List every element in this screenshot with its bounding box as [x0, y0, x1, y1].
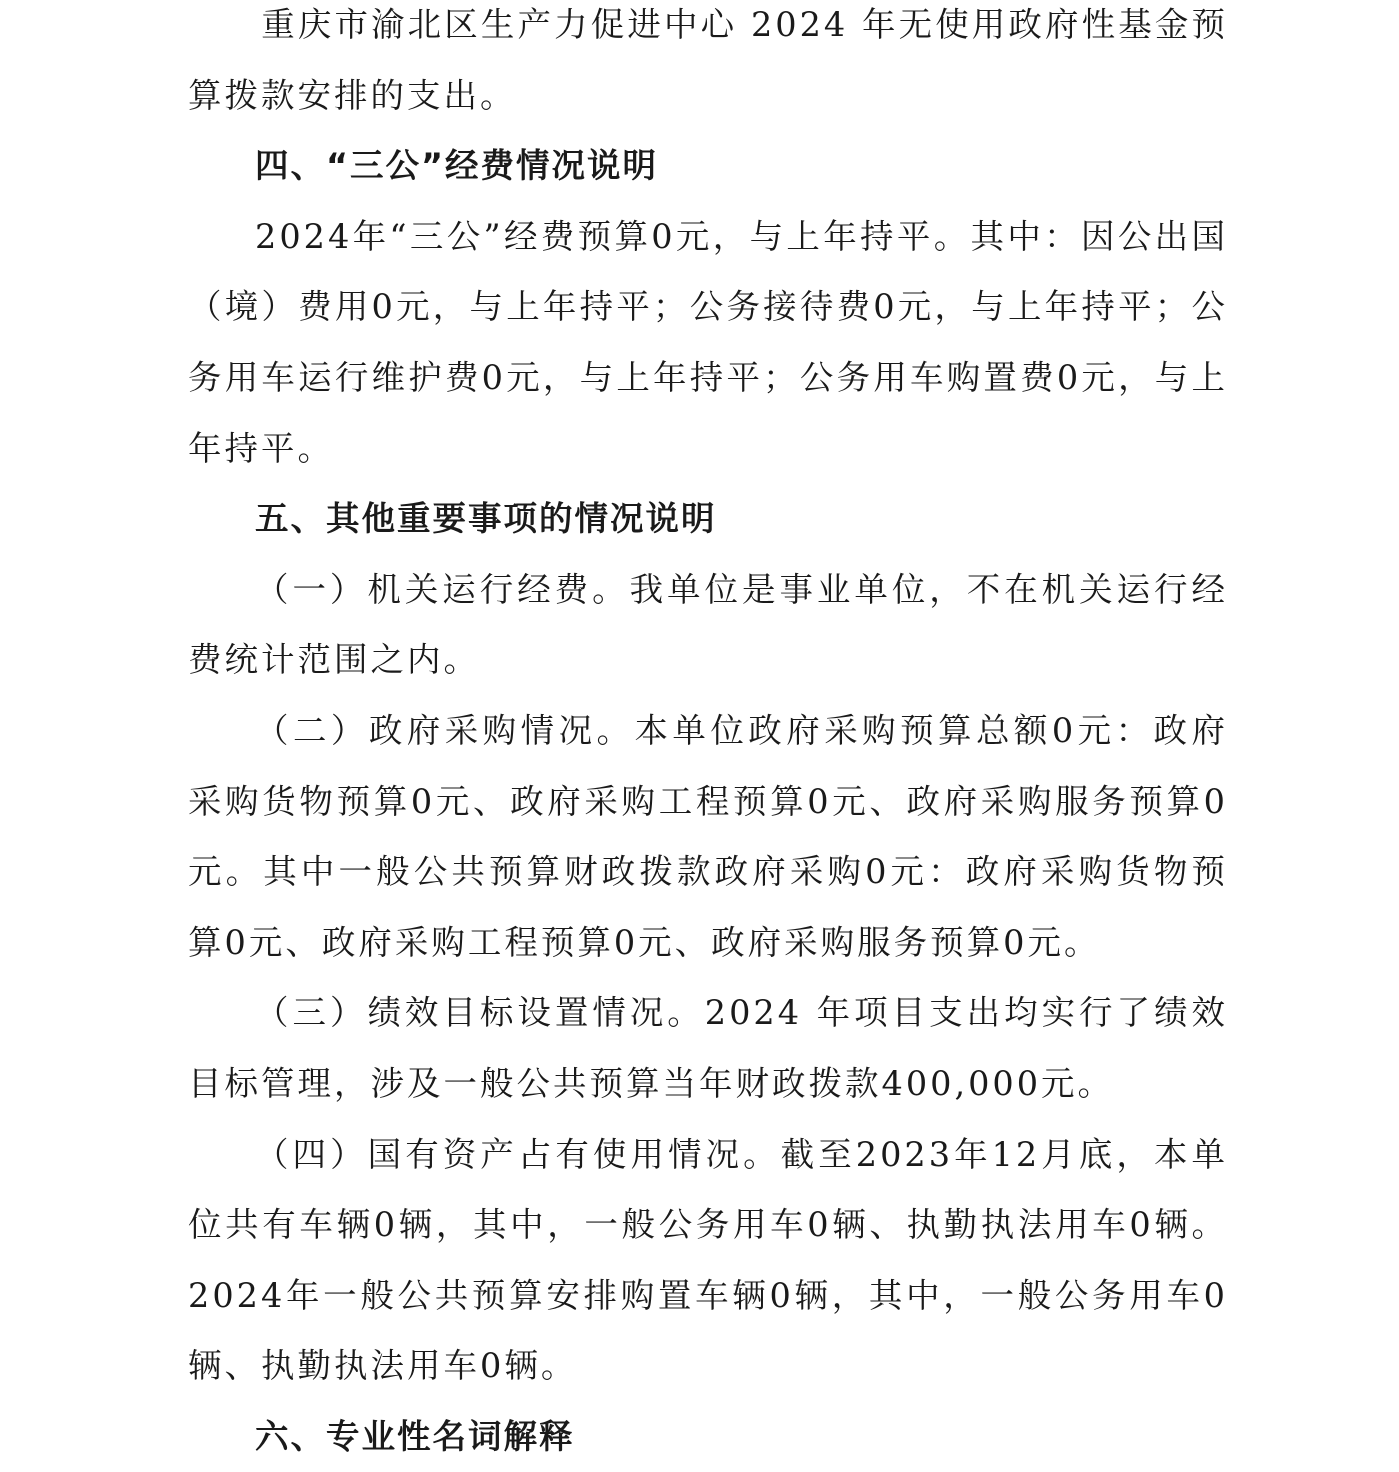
document-page: [188, 0, 1228, 1472]
paragraph-state-assets: （四）国有资产占有使用情况。截至2023年12月底，本单位共有车辆0辆，其中，一般公务用车0辆、执勤执法用车0辆。2024年一般公共预算安排购置车辆0辆，其中，一般公务用车0辆、执勤执法用车0辆。: [188, 1134, 1228, 1386]
paragraph-performance: （三）绩效目标设置情况。2024 年项目支出均实行了绩效目标管理，涉及一般公共预算当年财政拨款400,000元。: [188, 993, 1228, 1103]
heading-three-public: 四、“三公”经费情况说明: [255, 146, 659, 186]
paragraph-fund-note: 重庆市渝北区生产力促进中心 2024 年无使用政府性基金预算拨款安排的支出。: [188, 5, 1228, 115]
heading-terms: 六、专业性名词解释: [255, 1416, 575, 1456]
heading-other-matters: 五、其他重要事项的情况说明: [255, 499, 717, 539]
paragraph-procurement: （二）政府采购情况。本单位政府采购预算总额0元：政府采购货物预算0元、政府采购工程预算0元、政府采购服务预算0元。其中一般公共预算财政拨款政府采购0元：政府采购货物预算0元、政府采购工程预算0元、政府采购服务预算0元。: [188, 710, 1228, 962]
paragraph-operating-funds: （一）机关运行经费。我单位是事业单位，不在机关运行经费统计范围之内。: [188, 569, 1228, 680]
paragraph-three-public: 2024年“三公”经费预算0元，与上年持平。其中：因公出国（境）费用0元，与上年持平；公务接待费0元，与上年持平；公务用车运行维护费0元，与上年持平；公务用车购置费0元，与上年持平。: [188, 216, 1228, 468]
